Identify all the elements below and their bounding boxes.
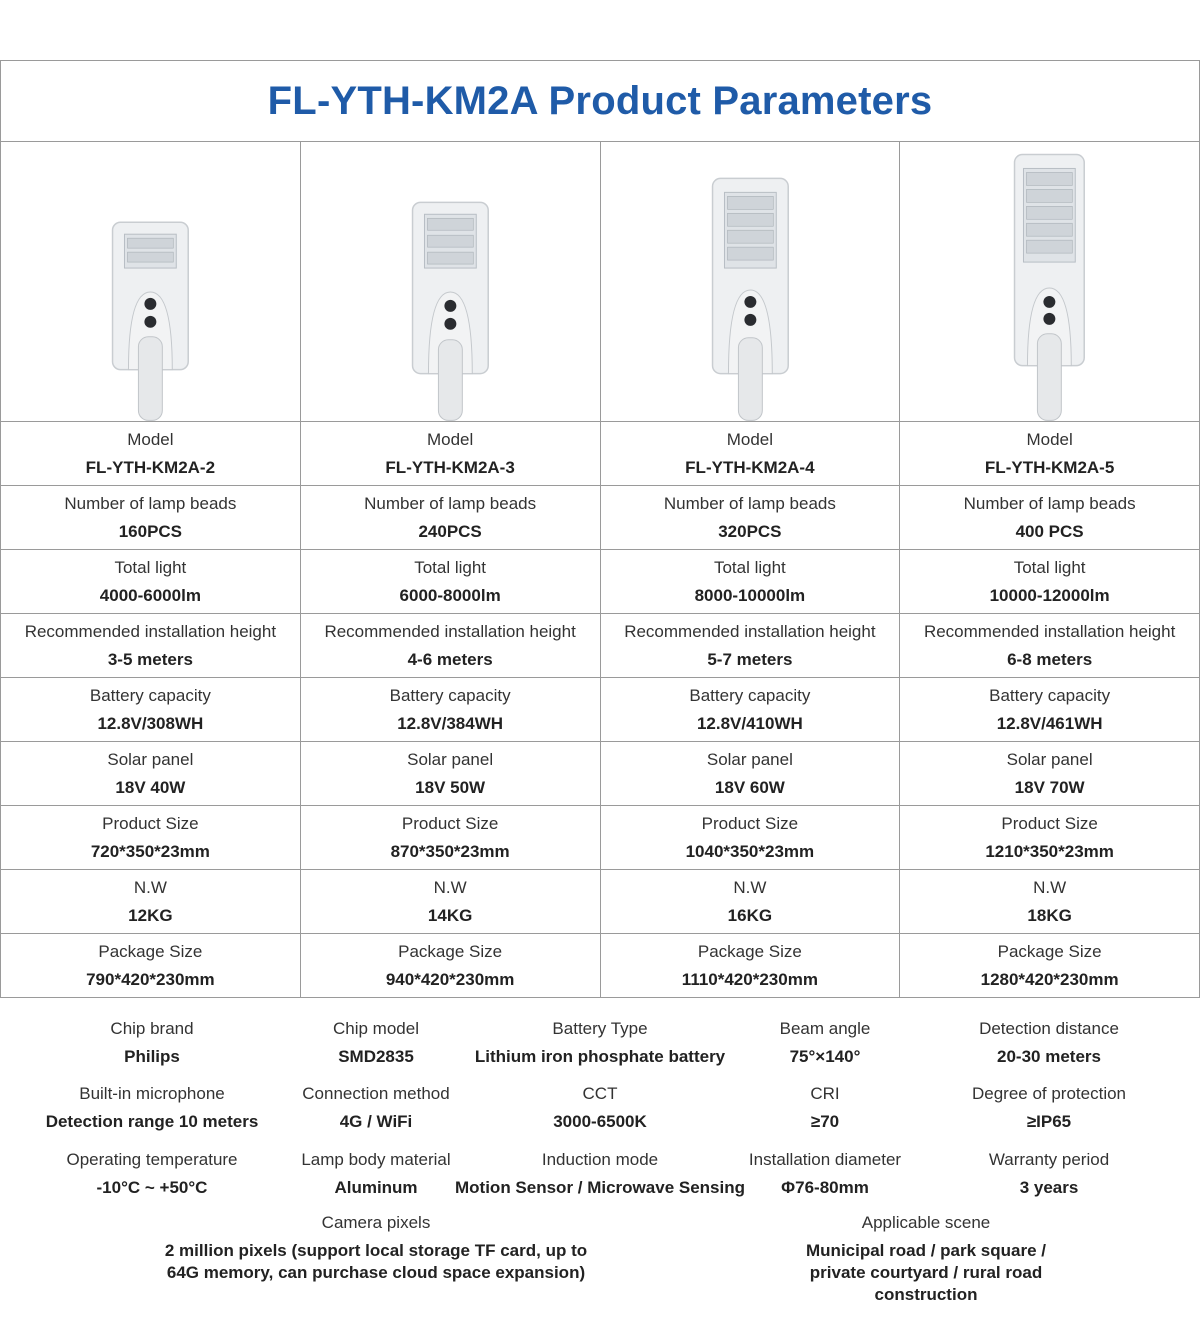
common-label: Lamp body material bbox=[301, 1150, 451, 1169]
common-value-line: Municipal road / park square / bbox=[806, 1241, 1046, 1260]
common-item bbox=[475, 1018, 725, 1068]
common-value bbox=[789, 1240, 1063, 1306]
spec-cell bbox=[1, 806, 301, 869]
spec-label: Recommended installation height bbox=[624, 621, 876, 641]
spec-cell bbox=[601, 614, 901, 677]
common-item bbox=[553, 1083, 647, 1133]
product-image-cell bbox=[1, 142, 301, 421]
spec-label: Total light bbox=[114, 557, 187, 577]
spec-cell bbox=[601, 550, 901, 613]
common-value: Aluminum bbox=[334, 1178, 418, 1197]
spec-cell bbox=[900, 870, 1199, 933]
product-image-cell bbox=[900, 142, 1199, 421]
spec-row-height bbox=[1, 614, 1199, 678]
common-value: ≥IP65 bbox=[1026, 1112, 1072, 1131]
spec-cell bbox=[1, 934, 301, 997]
spec-label: Battery capacity bbox=[389, 685, 511, 705]
common-item bbox=[46, 1083, 259, 1133]
spec-cell bbox=[900, 934, 1199, 997]
spec-value: FL-YTH-KM2A-2 bbox=[85, 457, 216, 477]
spec-label: Number of lamp beads bbox=[963, 493, 1136, 513]
common-value: 3000-6500K bbox=[553, 1112, 647, 1131]
common-row bbox=[0, 1018, 1200, 1074]
common-item bbox=[979, 1018, 1119, 1068]
spec-label: N.W bbox=[733, 877, 767, 897]
spec-row-light bbox=[1, 550, 1199, 614]
common-value: 75°×140° bbox=[789, 1047, 861, 1066]
common-label: Chip model bbox=[333, 1019, 419, 1038]
spec-cell bbox=[1, 678, 301, 741]
spec-value: 12.8V/410WH bbox=[696, 713, 803, 733]
spec-label: Model bbox=[1026, 429, 1073, 449]
spec-label: Package Size bbox=[997, 941, 1102, 961]
spec-value: FL-YTH-KM2A-4 bbox=[685, 457, 815, 477]
spec-value: 6000-8000lm bbox=[399, 585, 501, 605]
common-item bbox=[455, 1149, 745, 1199]
spec-value: 18V 40W bbox=[115, 777, 186, 797]
spec-value: 10000-12000lm bbox=[989, 585, 1110, 605]
spec-cell bbox=[601, 870, 901, 933]
spec-label: Recommended installation height bbox=[923, 621, 1176, 641]
common-label: Detection distance bbox=[979, 1019, 1119, 1038]
spec-value: 18KG bbox=[1027, 905, 1072, 925]
image-row bbox=[1, 142, 1199, 422]
common-label: Induction mode bbox=[541, 1150, 659, 1169]
common-value: Philips bbox=[124, 1047, 180, 1066]
spec-cell bbox=[1, 870, 301, 933]
spec-cell bbox=[301, 422, 601, 485]
spec-row-battery bbox=[1, 678, 1199, 742]
spec-label: Total light bbox=[713, 557, 786, 577]
common-item bbox=[333, 1018, 419, 1068]
spec-label: Solar panel bbox=[706, 749, 793, 769]
street-light-5-icon bbox=[900, 142, 1199, 421]
spec-row-beads bbox=[1, 486, 1199, 550]
common-value: Motion Sensor / Microwave Sensing bbox=[455, 1178, 745, 1197]
common-value: Detection range 10 meters bbox=[45, 1112, 259, 1131]
spec-value: 6-8 meters bbox=[1007, 649, 1093, 669]
spec-cell bbox=[301, 806, 601, 869]
spec-label: Number of lamp beads bbox=[364, 493, 537, 513]
product-image-cell bbox=[601, 142, 901, 421]
spec-row-package bbox=[1, 934, 1199, 997]
common-value-line: private courtyard / rural road construction bbox=[809, 1263, 1043, 1304]
common-value-line: 64G memory, can purchase cloud space expansion) bbox=[166, 1263, 586, 1282]
spec-value: 790*420*230mm bbox=[86, 969, 215, 989]
spec-cell bbox=[301, 870, 601, 933]
spec-cell bbox=[301, 742, 601, 805]
spec-cell bbox=[900, 678, 1199, 741]
common-label: Battery Type bbox=[552, 1019, 648, 1038]
spec-value: 240PCS bbox=[418, 521, 482, 541]
spec-value: 1210*350*23mm bbox=[985, 841, 1114, 861]
spec-row-model bbox=[1, 422, 1199, 486]
common-value-line: 2 million pixels (support local storage TF card, up to bbox=[164, 1241, 588, 1260]
spec-value: 12.8V/461WH bbox=[996, 713, 1103, 733]
spec-label: Product Size bbox=[401, 813, 499, 833]
spec-cell bbox=[900, 806, 1199, 869]
common-value: 20-30 meters bbox=[997, 1047, 1101, 1066]
spec-cell bbox=[601, 742, 901, 805]
spec-cell bbox=[900, 486, 1199, 549]
spec-label: Battery capacity bbox=[89, 685, 211, 705]
spec-value: 18V 70W bbox=[1014, 777, 1085, 797]
spec-cell bbox=[900, 550, 1199, 613]
spec-value: 1110*420*230mm bbox=[681, 969, 818, 989]
common-label: Operating temperature bbox=[66, 1150, 238, 1169]
spec-row-nw bbox=[1, 870, 1199, 934]
common-item bbox=[165, 1212, 587, 1284]
common-label: CRI bbox=[810, 1084, 840, 1103]
spec-label: Recommended installation height bbox=[324, 621, 576, 641]
spec-label: Solar panel bbox=[407, 749, 494, 769]
spec-cell bbox=[900, 422, 1199, 485]
spec-label: Number of lamp beads bbox=[663, 493, 836, 513]
spec-value: FL-YTH-KM2A-3 bbox=[385, 457, 515, 477]
spec-label: Product Size bbox=[102, 813, 199, 833]
spec-label: Package Size bbox=[398, 941, 503, 961]
street-light-3-icon bbox=[301, 142, 600, 421]
common-value: 4G / WiFi bbox=[339, 1112, 413, 1131]
common-value: Lithium iron phosphate battery bbox=[474, 1047, 726, 1066]
spec-label: Model bbox=[127, 429, 174, 449]
spec-cell bbox=[1, 486, 301, 549]
spec-cell bbox=[301, 934, 601, 997]
spec-value: 4000-6000lm bbox=[99, 585, 201, 605]
common-label: CCT bbox=[582, 1084, 618, 1103]
spec-label: Solar panel bbox=[1006, 749, 1093, 769]
product-image-cell bbox=[301, 142, 601, 421]
spec-value: 12.8V/308WH bbox=[97, 713, 204, 733]
spec-label: Package Size bbox=[697, 941, 802, 961]
spec-label: Solar panel bbox=[107, 749, 194, 769]
spec-label: N.W bbox=[1033, 877, 1067, 897]
common-item bbox=[780, 1018, 871, 1068]
spec-label: Product Size bbox=[1001, 813, 1098, 833]
spec-label: Model bbox=[726, 429, 774, 449]
spec-row-solar bbox=[1, 742, 1199, 806]
spec-value: 12KG bbox=[128, 905, 173, 925]
common-row bbox=[0, 1083, 1200, 1139]
spec-label: N.W bbox=[133, 877, 167, 897]
spec-value: 870*350*23mm bbox=[390, 841, 510, 861]
spec-cell bbox=[301, 550, 601, 613]
spec-cell bbox=[301, 678, 601, 741]
spec-value: FL-YTH-KM2A-5 bbox=[984, 457, 1115, 477]
spec-cell bbox=[301, 614, 601, 677]
spec-cell bbox=[301, 486, 601, 549]
spec-value: 4-6 meters bbox=[407, 649, 493, 669]
spec-cell bbox=[900, 614, 1199, 677]
spec-value: 16KG bbox=[727, 905, 773, 925]
spec-cell bbox=[601, 486, 901, 549]
spec-cell bbox=[601, 678, 901, 741]
spec-label: Recommended installation height bbox=[24, 621, 277, 641]
common-label: Camera pixels bbox=[321, 1213, 431, 1232]
spec-value: 320PCS bbox=[718, 521, 782, 541]
common-item bbox=[972, 1083, 1126, 1133]
common-label: Connection method bbox=[302, 1084, 450, 1103]
common-item bbox=[301, 1149, 450, 1199]
spec-label: Battery capacity bbox=[989, 685, 1111, 705]
common-value: -10°C ~ +50°C bbox=[96, 1178, 208, 1197]
spec-label: Number of lamp beads bbox=[64, 493, 237, 513]
common-label: Built-in microphone bbox=[79, 1084, 225, 1103]
spec-cell bbox=[1, 550, 301, 613]
street-light-4-icon bbox=[601, 142, 900, 421]
spec-cell bbox=[601, 422, 901, 485]
spec-row-size bbox=[1, 806, 1199, 870]
spec-value: 3-5 meters bbox=[107, 649, 193, 669]
common-value: ≥70 bbox=[810, 1112, 840, 1131]
spec-cell bbox=[900, 742, 1199, 805]
page-title: FL-YTH-KM2A Product Parameters bbox=[267, 78, 933, 123]
common-value: 3 years bbox=[1019, 1178, 1079, 1197]
spec-value: 1040*350*23mm bbox=[685, 841, 815, 861]
common-item bbox=[66, 1149, 237, 1199]
common-item bbox=[789, 1212, 1063, 1306]
spec-value: 1280*420*230mm bbox=[980, 969, 1119, 989]
common-item bbox=[749, 1149, 901, 1199]
spec-label: Product Size bbox=[701, 813, 799, 833]
common-label: Installation diameter bbox=[748, 1150, 902, 1169]
common-item bbox=[989, 1149, 1109, 1199]
common-value bbox=[165, 1240, 587, 1284]
parameters-table bbox=[0, 60, 1200, 998]
spec-value: 720*350*23mm bbox=[90, 841, 210, 861]
common-item bbox=[110, 1018, 193, 1068]
spec-label: Model bbox=[426, 429, 474, 449]
spec-value: 18V 60W bbox=[714, 777, 785, 797]
common-row bbox=[0, 1212, 1200, 1304]
spec-label: Total light bbox=[1013, 557, 1086, 577]
spec-label: Package Size bbox=[98, 941, 203, 961]
spec-value: 940*420*230mm bbox=[385, 969, 515, 989]
spec-value: 160PCS bbox=[118, 521, 183, 541]
spec-value: 400 PCS bbox=[1015, 521, 1084, 541]
spec-cell bbox=[601, 934, 901, 997]
spec-value: 12.8V/384WH bbox=[397, 713, 504, 733]
spec-label: Battery capacity bbox=[689, 685, 811, 705]
common-row bbox=[0, 1149, 1200, 1205]
spec-cell bbox=[1, 422, 301, 485]
spec-value: 5-7 meters bbox=[707, 649, 793, 669]
common-label: Chip brand bbox=[110, 1019, 194, 1038]
spec-value: 8000-10000lm bbox=[694, 585, 806, 605]
common-label: Degree of protection bbox=[971, 1084, 1127, 1103]
spec-label: N.W bbox=[433, 877, 467, 897]
common-item bbox=[302, 1083, 449, 1133]
common-label: Beam angle bbox=[779, 1019, 871, 1038]
spec-cell bbox=[1, 614, 301, 677]
common-item bbox=[810, 1083, 839, 1133]
spec-cell bbox=[1, 742, 301, 805]
spec-label: Total light bbox=[414, 557, 487, 577]
common-label: Applicable scene bbox=[861, 1213, 991, 1232]
common-value: SMD2835 bbox=[338, 1047, 414, 1066]
common-value: Φ76-80mm bbox=[781, 1178, 869, 1197]
spec-cell bbox=[601, 806, 901, 869]
spec-value: 18V 50W bbox=[415, 777, 486, 797]
title-bar bbox=[1, 61, 1199, 142]
spec-value: 14KG bbox=[427, 905, 473, 925]
common-label: Warranty period bbox=[988, 1150, 1110, 1169]
street-light-2-icon bbox=[1, 142, 300, 421]
